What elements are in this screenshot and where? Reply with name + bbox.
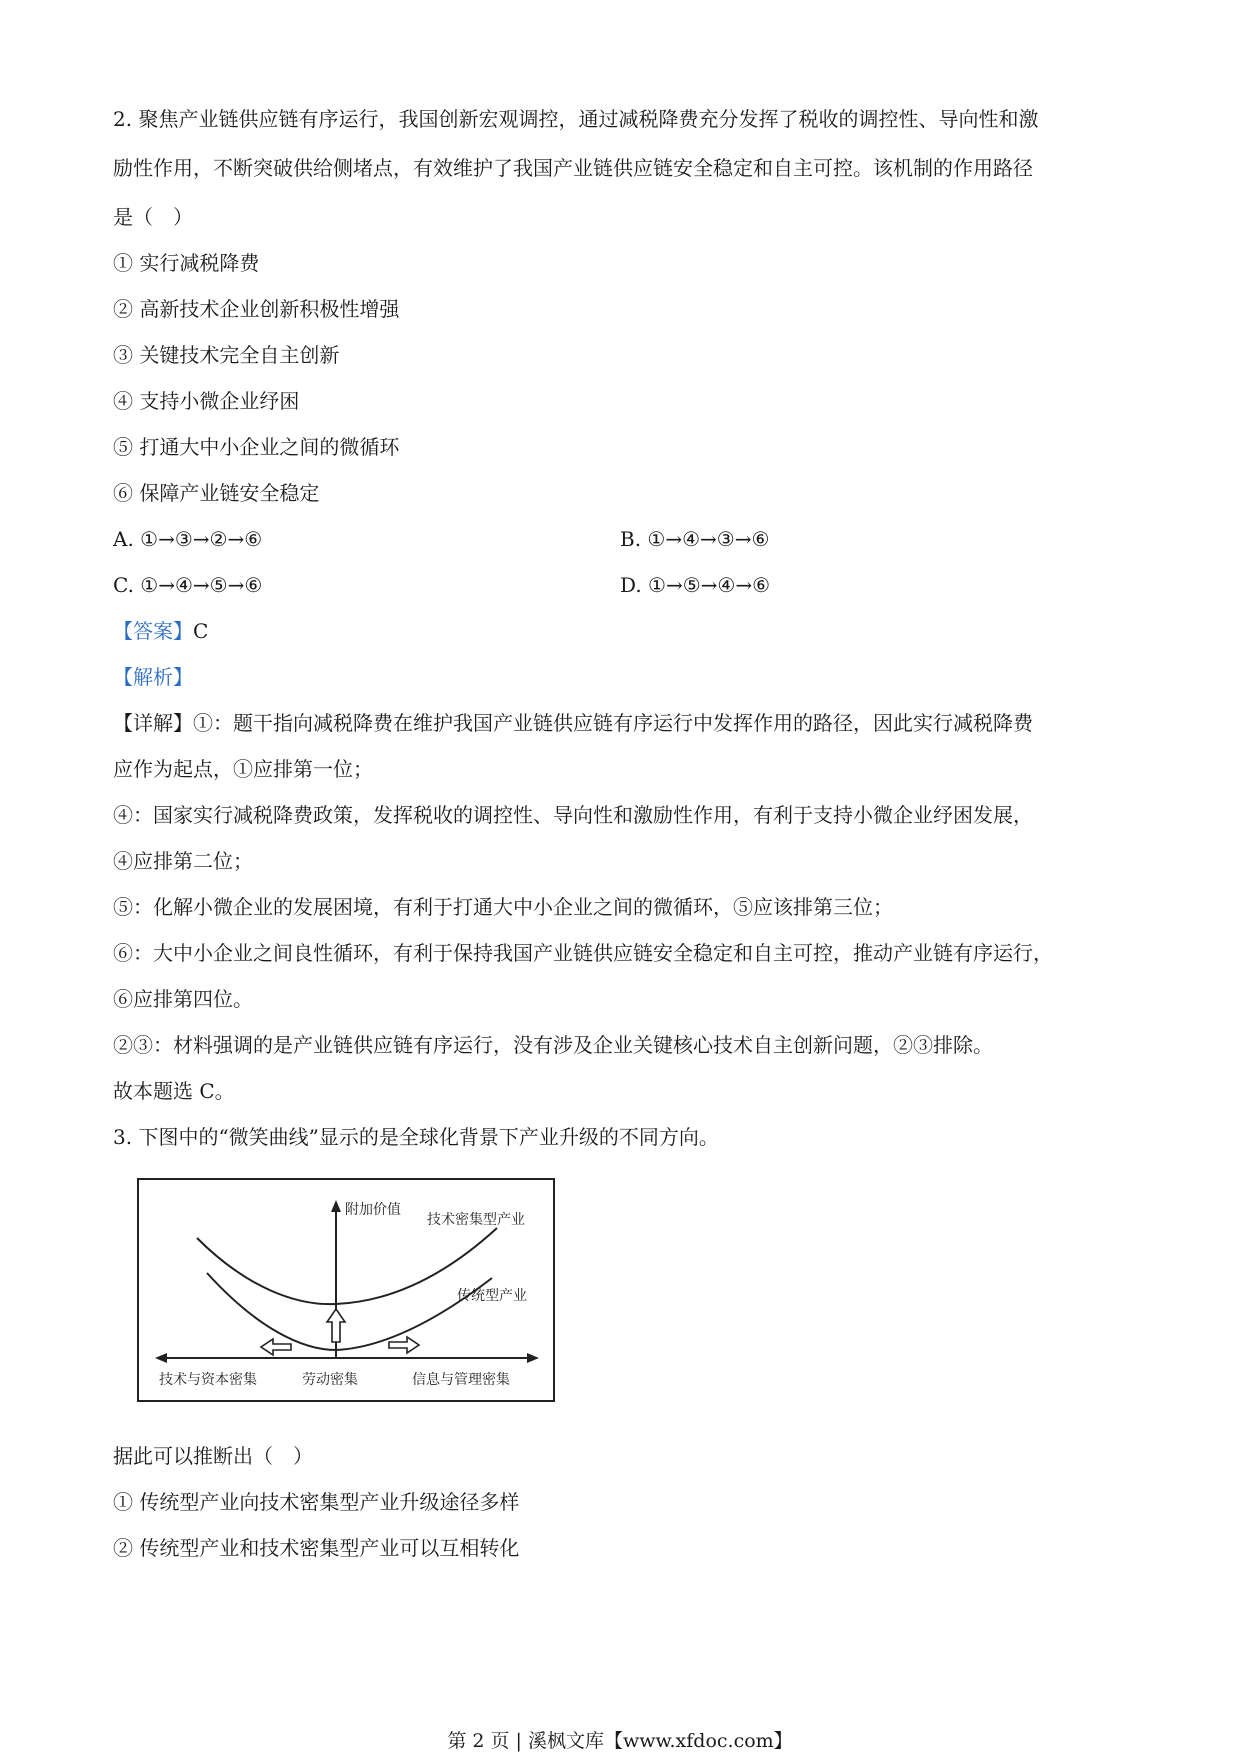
q2-item-4: ④ 支持小微企业纾困 [113,389,300,413]
q2-detail-line-6: ⑥：大中小企业之间良性循环，有利于保持我国产业链供应链安全稳定和自主可控，推动产业链有序运行， [113,941,1053,965]
q2-detail-line-5: ⑤：化解小微企业的发展困境，有利于打通大中小企业之间的微循环，⑤应该排第三位； [113,895,893,919]
q2-option-b[interactable]: B. ①→④→③→⑥ [620,527,770,551]
x-left-label: 技术与资本密集 [159,1372,257,1388]
x-right-label: 信息与管理密集 [412,1372,510,1388]
q3-item-1: ① 传统型产业向技术密集型产业升级途径多样 [113,1490,520,1514]
q2-detail-line-7: ⑥应排第四位。 [113,987,253,1011]
q2-detail-line-8: ②③：材料强调的是产业链供应链有序运行，没有涉及企业关键核心技术自主创新问题，②③排除。 [113,1033,993,1057]
q2-stem-line-2: 励性作用，不断突破供给侧堵点，有效维护了我国产业链供应链安全稳定和自主可控。该机制的作用路径 [113,156,1033,180]
analysis-tag: 【解析】 [113,665,193,689]
q2-item-6: ⑥ 保障产业链安全稳定 [113,481,320,505]
y-axis-label: 附加价值 [345,1202,401,1218]
q2-item-2: ② 高新技术企业创新积极性增强 [113,297,400,321]
q3-stem: 3. 下图中的“微笑曲线”显示的是全球化背景下产业升级的不同方向。 [113,1125,719,1149]
q2-stem-line-3: 是（ ） [113,205,193,229]
q2-item-3: ③ 关键技术完全自主创新 [113,343,340,367]
q2-option-a[interactable]: A. ①→③→②→⑥ [113,527,263,551]
q2-option-c[interactable]: C. ①→④→⑤→⑥ [113,573,263,597]
q2-item-1: ① 实行减税降费 [113,251,260,275]
q2-detail-line-1: 【详解】①：题干指向减税降费在维护我国产业链供应链有序运行中发挥作用的路径，因此实行减税降费 [113,711,1033,735]
q2-detail-line-9: 故本题选 C。 [113,1079,235,1103]
q2-detail-line-4: ④应排第二位； [113,849,253,873]
page-footer: 第 2 页 | 溪枫文库【www.xfdoc.com】 [447,1730,793,1752]
x-mid-label: 劳动密集 [302,1372,358,1388]
q2-item-5: ⑤ 打通大中小企业之间的微循环 [113,435,400,459]
q2-option-d[interactable]: D. ①→⑤→④→⑥ [620,573,771,597]
smile-curve-figure [137,1178,555,1402]
upper-curve-label: 技术密集型产业 [427,1212,525,1228]
q2-detail-line-3: ④：国家实行减税降费政策，发挥税收的调控性、导向性和激励性作用，有利于支持小微企业纾困发展， [113,803,1033,827]
answer-tag: 【答案】 [113,619,193,643]
q3-item-2: ② 传统型产业和技术密集型产业可以互相转化 [113,1536,520,1560]
answer-value: C [193,619,209,643]
q2-stem-line-1: 2. 聚焦产业链供应链有序运行，我国创新宏观调控，通过减税降费充分发挥了税收的调控性、导向性和激 [113,107,1039,131]
q3-prompt: 据此可以推断出（ ） [113,1444,313,1468]
q2-answer [113,619,208,643]
lower-curve-label: 传统型产业 [457,1288,527,1304]
q2-detail-line-2: 应作为起点，①应排第一位； [113,757,373,781]
